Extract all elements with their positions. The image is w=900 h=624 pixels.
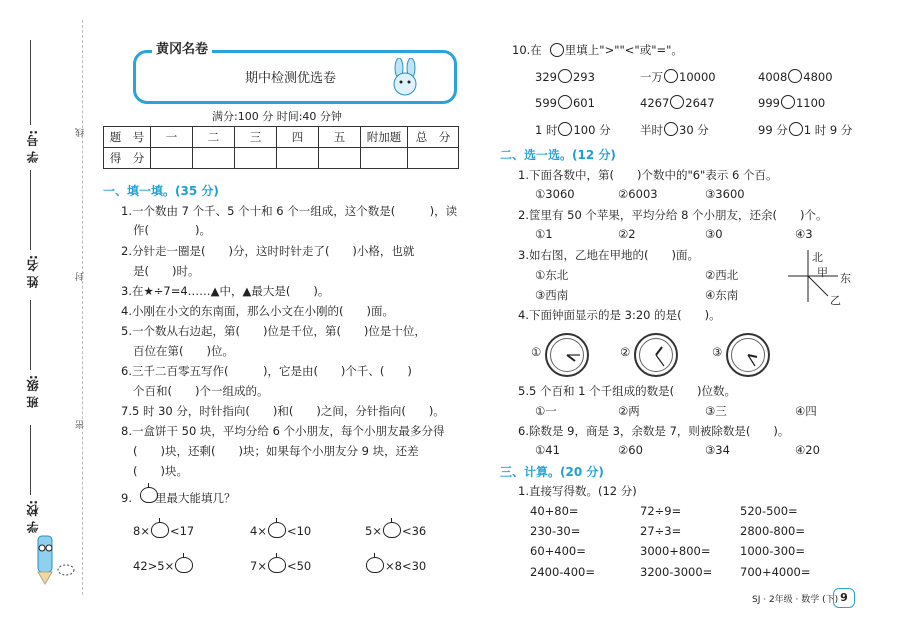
apple-icon	[140, 487, 158, 503]
s2-option[interactable]: ④东南	[705, 288, 739, 302]
s1-line: 1.一个数由 7 个千、5 个十和 6 个一组成，这个数是( )，读	[121, 204, 458, 218]
q10-left: 4008	[758, 70, 788, 84]
q9-left: 5×	[365, 524, 382, 538]
student-name-label: 姓 名:	[26, 255, 40, 288]
clock-face-icon	[545, 333, 589, 377]
compass-east: 东	[840, 272, 851, 285]
score-header-cell: 三	[235, 127, 277, 148]
calc-item[interactable]: 40+80=	[530, 504, 579, 518]
q10-left: 一万	[640, 70, 663, 84]
compare-circle-icon[interactable]	[558, 69, 572, 83]
score-cell[interactable]	[277, 148, 319, 169]
s1-line: 百位在第( )位。	[133, 344, 234, 358]
s2-option[interactable]: ②两	[618, 404, 640, 418]
q10-right: 10000	[679, 70, 716, 84]
clock-face-icon	[726, 333, 770, 377]
s2-option[interactable]: ②6003	[618, 187, 658, 201]
compare-circle-icon	[550, 43, 564, 57]
s1-line: 7.5 时 30 分，时针指向( )和( )之间，分针指向( )。	[121, 404, 445, 418]
compare-circle-icon[interactable]	[788, 69, 802, 83]
s2-option[interactable]: ①一	[535, 404, 557, 418]
q9-right: <36	[401, 524, 427, 538]
score-cell[interactable]	[235, 148, 277, 169]
mark-xian: 线	[76, 128, 86, 137]
score-table-header-row	[104, 127, 459, 148]
calc-item[interactable]: 3200-3000=	[640, 565, 713, 579]
s1-line: 9. 里最大能填几？	[121, 491, 236, 505]
compass-yi: 乙	[830, 294, 841, 307]
score-header-cell: 二	[193, 127, 235, 148]
clock-face-icon	[634, 333, 678, 377]
s1-line: 5.一个数从右边起，第( )位是千位，第( )位是十位，	[121, 324, 426, 338]
q9-right: <10	[286, 524, 312, 538]
apple-icon[interactable]	[383, 522, 401, 538]
calc-item[interactable]: 2400-400=	[530, 565, 596, 579]
score-table	[103, 126, 459, 169]
binding-strip	[0, 0, 100, 624]
page-number: 9	[833, 588, 855, 608]
score-header-cell: 总 分	[408, 127, 459, 148]
q10-right: 1 时 9 分	[803, 123, 853, 137]
compass-north: 北	[812, 251, 823, 264]
s2-question: 2.筐里有 50 个苹果，平均分给 8 个小朋友，还余( )个。	[518, 208, 828, 222]
q9-left: 7×	[250, 559, 267, 573]
section3-title: 三、计算。(20 分)	[500, 465, 604, 479]
q9-right: <50	[286, 559, 312, 573]
s2-option[interactable]: ③西南	[535, 288, 569, 302]
s1-line: ( )块。	[133, 464, 188, 478]
q9-item	[365, 557, 426, 573]
section2-title: 二、选一选。(12 分)	[500, 148, 616, 162]
s2-option[interactable]: ①41	[535, 443, 560, 457]
calc-item[interactable]: 72÷9=	[640, 504, 682, 518]
q10-left: 99 分	[758, 123, 788, 137]
q9-left: 8×	[133, 524, 150, 538]
student-name-line	[30, 170, 31, 250]
apple-icon[interactable]	[151, 522, 169, 538]
q10-right: 4800	[803, 70, 833, 84]
s2-option[interactable]: ③三	[705, 404, 727, 418]
compare-circle-icon[interactable]	[781, 95, 795, 109]
q9-left: 42>5×	[133, 559, 175, 573]
q9-right: ×8<30	[385, 559, 427, 573]
s2-option[interactable]: ②2	[618, 227, 636, 241]
s3-question: 1.直接写得数。(12 分)	[518, 484, 637, 498]
q10-left: 329	[535, 70, 557, 84]
s2-option[interactable]: ③3600	[705, 187, 745, 201]
class-label: 班 级:	[26, 375, 40, 408]
s2-question: 1.下面各数中，第( )个数中的"6"表示 6 个百。	[518, 168, 778, 182]
compare-circle-icon[interactable]	[670, 95, 684, 109]
q9-item	[133, 557, 194, 573]
apple-icon[interactable]	[268, 522, 286, 538]
q10-item	[640, 69, 716, 85]
calc-item[interactable]: 60+400=	[530, 544, 586, 558]
s2-question: 4.下面钟面显示的是 3:20 的是( )。	[518, 308, 721, 322]
calc-item[interactable]: 230-30=	[530, 524, 581, 538]
calc-item[interactable]: 3000+800=	[640, 544, 711, 558]
score-header-cell: 五	[319, 127, 361, 148]
s2-question: 6.除数是 9，商是 3，余数是 7，则被除数是( )。	[518, 424, 790, 438]
score-cell[interactable]	[408, 148, 459, 169]
calc-item[interactable]: 520-500=	[740, 504, 798, 518]
q9-left: 4×	[250, 524, 267, 538]
q9-item	[365, 522, 426, 538]
s2-option[interactable]: ①3060	[535, 187, 575, 201]
bunny-mascot-icon	[385, 58, 427, 100]
s1-line: 作( )。	[133, 223, 211, 237]
s1-line: 个百和( )个一组成的。	[133, 384, 269, 398]
score-header-cell: 题 号	[104, 127, 151, 148]
score-header-cell: 四	[277, 127, 319, 148]
score-cell[interactable]	[193, 148, 235, 169]
q10-left: 599	[535, 96, 557, 110]
q10-right: 2647	[685, 96, 715, 110]
student-number-label: 学 号:	[26, 130, 40, 163]
s2-option[interactable]: ③0	[705, 227, 723, 241]
s1-line: ( )块，还剩( )块；如果每个小朋友分 9 块，还差	[133, 444, 419, 458]
s2-option[interactable]: ②60	[618, 443, 643, 457]
q9-item	[133, 522, 194, 538]
class-line	[30, 300, 31, 370]
score-info: 满分:100 分 时间:40 分钟	[212, 110, 342, 123]
s1-line: 3.在★÷7=4……▲中，▲最大是( )。	[121, 284, 330, 298]
q10-right: 1100	[795, 96, 826, 110]
clock-option-label[interactable]: ③	[712, 345, 723, 359]
s2-question: 3.如右图，乙地在甲地的( )面。	[518, 248, 699, 262]
score-header-cell: 附加题	[361, 127, 408, 148]
mark-feng: 封	[76, 272, 86, 281]
s2-option[interactable]: ④四	[795, 404, 817, 418]
section1-title: 一、填一填。(35 分)	[103, 184, 219, 198]
brand-logo: 黄冈名卷	[152, 38, 212, 57]
q10-item	[640, 122, 709, 138]
s2-question: 5.5 个百和 1 个千组成的数是( )位数。	[518, 384, 737, 398]
calc-item[interactable]: 27÷3=	[640, 524, 682, 538]
q9-item	[250, 557, 311, 573]
score-table-score-row	[104, 148, 459, 169]
s2-option[interactable]: ④20	[795, 443, 820, 457]
s1-line: 4.小刚在小文的东南面，那么小文在小刚的( )面。	[121, 304, 394, 318]
q10-left: 1 时	[535, 123, 558, 137]
q10-title: 10.在 里填上">""<"或"="。	[512, 43, 683, 57]
s2-option[interactable]: ③34	[705, 443, 730, 457]
q9-item	[250, 522, 311, 538]
q10-item	[535, 122, 611, 138]
binding-dashed-line	[82, 20, 83, 595]
q10-item	[758, 122, 852, 138]
school-label: 学 校:	[26, 500, 40, 533]
q10-left: 半时	[640, 123, 663, 137]
student-number-line	[30, 40, 31, 125]
compare-circle-icon[interactable]	[558, 95, 572, 109]
q10-item	[535, 69, 595, 84]
s2-option[interactable]: ①1	[535, 227, 553, 241]
compare-circle-icon[interactable]	[789, 122, 803, 136]
compare-circle-icon[interactable]	[558, 122, 572, 136]
compass-jia: 甲	[817, 266, 828, 279]
compare-circle-icon[interactable]	[664, 122, 678, 136]
s2-option[interactable]: ②西北	[705, 268, 739, 282]
s2-option[interactable]: ④3	[795, 227, 813, 241]
s2-option[interactable]: ①东北	[535, 268, 569, 282]
apple-icon[interactable]	[175, 557, 193, 573]
apple-icon[interactable]	[366, 557, 384, 573]
q10-item	[640, 95, 715, 110]
q10-right: 30 分	[679, 123, 709, 137]
s1-line: 6.三千二百零五写作( )，它是由( )个千、( )	[121, 364, 412, 378]
pencil-mascot-icon	[28, 528, 76, 588]
clock-option-label[interactable]: ②	[620, 345, 631, 359]
q10-item	[758, 95, 825, 110]
q10-right: 601	[572, 96, 595, 110]
q10-left: 999	[758, 96, 780, 110]
q10-right: 100 分	[573, 123, 611, 137]
footer-tag: SJ · 2年级 · 数学 (下)	[752, 595, 839, 605]
s1-line: 8.一盒饼干 50 块，平均分给 6 个小朋友，每个小朋友最多分得	[121, 424, 445, 438]
calc-item[interactable]: 1000-300=	[740, 544, 806, 558]
q10-left: 4267	[640, 96, 670, 110]
s1-line: 2.分针走一圈是( )分，这时时针走了( )小格，也就	[121, 244, 415, 258]
page-title: 期中检测优选卷	[245, 71, 337, 86]
score-cell[interactable]	[151, 148, 193, 169]
score-row-label: 得 分	[104, 148, 151, 169]
score-header-cell: 一	[151, 127, 193, 148]
compare-circle-icon[interactable]	[664, 69, 678, 83]
q9-right: <17	[169, 524, 195, 538]
clock-option-label[interactable]: ①	[531, 345, 542, 359]
school-line	[30, 425, 31, 495]
calc-item[interactable]: 700+4000=	[740, 565, 811, 579]
score-cell[interactable]	[361, 148, 408, 169]
q10-item	[758, 69, 833, 84]
s1-line: 是( )时。	[133, 264, 200, 278]
q10-right: 293	[572, 70, 595, 84]
mark-mi: 密	[76, 420, 86, 429]
apple-icon[interactable]	[268, 557, 286, 573]
calc-item[interactable]: 2800-800=	[740, 524, 806, 538]
q10-item	[535, 95, 595, 110]
score-cell[interactable]	[319, 148, 361, 169]
